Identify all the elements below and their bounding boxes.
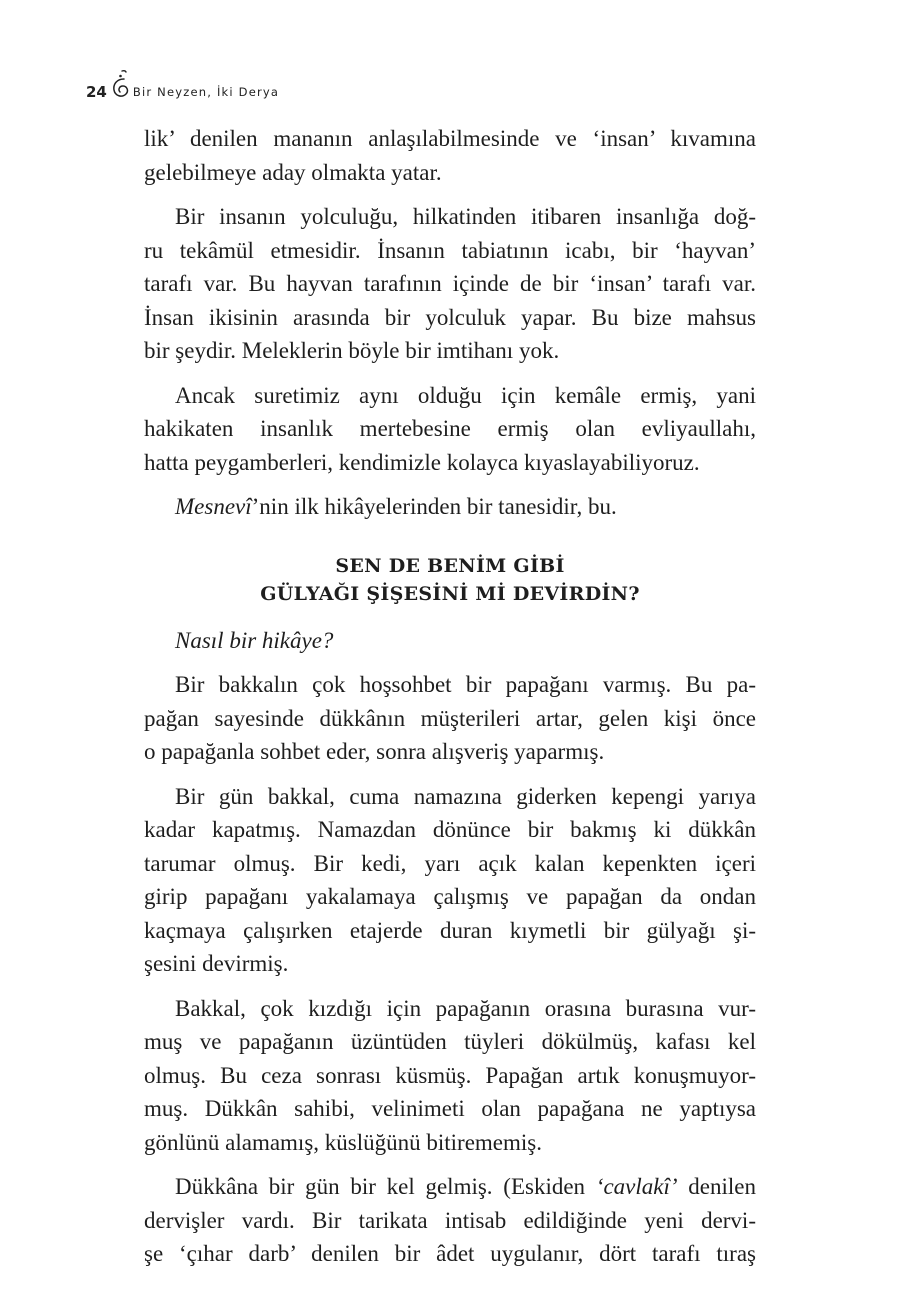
text-line: Bir insanın yolculuğu, hilkatinden itibaren insanlığa doğ-: [175, 204, 756, 229]
text-line: kaçmaya çalışırken etajerde duran kıymetli bir gülyağı şi-: [144, 917, 756, 943]
paragraph-evliya: [144, 379, 756, 480]
text-line: Bakkal, çok kızdığı için papağanın orasına burasına vur-: [175, 995, 756, 1021]
text-line: kadar kapatmış. Namazdan dönünce bir bakmış ki dükkân: [144, 817, 756, 842]
text-line: muş. Dükkân sahibi, velinimeti olan papağana ne yaptıysa: [144, 1096, 756, 1121]
text-line: şe ‘çıhar darb’ denilen bir âdet uygulanır, dört tarafı tıraş: [144, 1241, 756, 1266]
paragraph-journey: [144, 200, 756, 368]
text-line: pağan sayesinde dükkânın müşterileri artar, gelen kişi önce: [144, 705, 756, 731]
text-line: tarumar olmuş. Bir kedi, yarı açık kalan kepenkten içeri: [144, 850, 756, 876]
paragraph-cuma: [144, 780, 756, 981]
page-body: [144, 122, 756, 1271]
section-heading: [144, 552, 756, 608]
text-line: lik’ denilen mananın anlaşılabilmesinde ve ‘insan’ kıvamına: [144, 126, 756, 151]
paragraph-mesnevi: [144, 490, 756, 524]
heading-line-1: SEN DE BENİM GİBİ: [335, 554, 565, 577]
text-line: olmuş. Bu ceza sonrası küsmüş. Papağan artık konuşmuyor-: [144, 1062, 756, 1088]
text-line: ru tekâmül etmesidir. İnsanın tabiatının icabı, bir ‘hayvan’: [144, 237, 756, 263]
paragraph-kel: [144, 1170, 756, 1271]
text-line: tarafı var. Bu hayvan tarafının içinde de bir ‘insan’ tarafı var.: [144, 271, 756, 296]
text-line: [144, 1170, 756, 1204]
text-line: Bir bakkalın çok hoşsohbet bir papağanı varmış. Bu pa-: [175, 672, 756, 697]
paragraph-bakkal: [144, 668, 756, 769]
running-title: Bir Neyzen, İki Derya: [132, 84, 280, 99]
text-line: [144, 490, 756, 524]
cavlaki-italic: ‘cavlakî’: [595, 1174, 678, 1199]
paragraph-question: [144, 624, 756, 658]
text-line: hatta peygamberleri, kendimizle kolayca kıyaslayabiliyoruz.: [144, 449, 700, 475]
text-line: gönlünü alamamış, küslüğünü bitirememiş.: [144, 1129, 542, 1155]
paragraph-ceza: [144, 992, 756, 1160]
page-number: 24: [86, 83, 107, 101]
text-line: hakikaten insanlık mertebesine ermiş olan evliyaullahı,: [144, 416, 756, 441]
text-line: Bir gün bakkal, cuma namazına giderken kepengi yarıya: [175, 783, 756, 809]
kel-text-b: denilen: [677, 1174, 756, 1199]
heading-line-2: GÜLYAĞI ŞİŞESİNİ Mİ DEVİRDİN?: [260, 582, 640, 605]
text-line: dervişler vardı. Bir tarikata intisab edildiğinde yeni dervi-: [144, 1207, 756, 1233]
text-line: İnsan ikisinin arasında bir yolculuk yapar. Bu bize mahsus: [144, 304, 756, 330]
mesnevi-rest: ’nin ilk hikâyelerinden bir tanesidir, bu.: [251, 494, 617, 519]
text-line: girip papağanı yakalamaya çalışmış ve papağan da ondan: [144, 884, 756, 909]
kel-text-a: Dükkâna bir gün bir kel gelmiş. (Eskiden: [175, 1174, 596, 1199]
text-line: o papağanla sohbet eder, sonra alışveriş yaparmış.: [144, 739, 605, 764]
text-line: bir şeydir. Meleklerin böyle bir imtihanı yok.: [144, 338, 560, 363]
calligraphy-ornament-icon: [109, 68, 131, 100]
text-line: Ancak suretimiz aynı olduğu için kemâle ermiş, yani: [175, 382, 756, 408]
mesnevi-italic: Mesnevî: [175, 494, 252, 519]
text-line: muş ve papağanın üzüntüden tüyleri dökülmüş, kafası kel: [144, 1029, 756, 1054]
question-italic: Nasıl bir hikâye?: [175, 627, 334, 653]
text-line: şesini devirmiş.: [144, 951, 289, 976]
page-header: [86, 66, 279, 100]
text-line: [144, 624, 756, 658]
text-line: gelebilmeye aday olmakta yatar.: [144, 159, 442, 185]
paragraph-continuation: [144, 122, 756, 189]
